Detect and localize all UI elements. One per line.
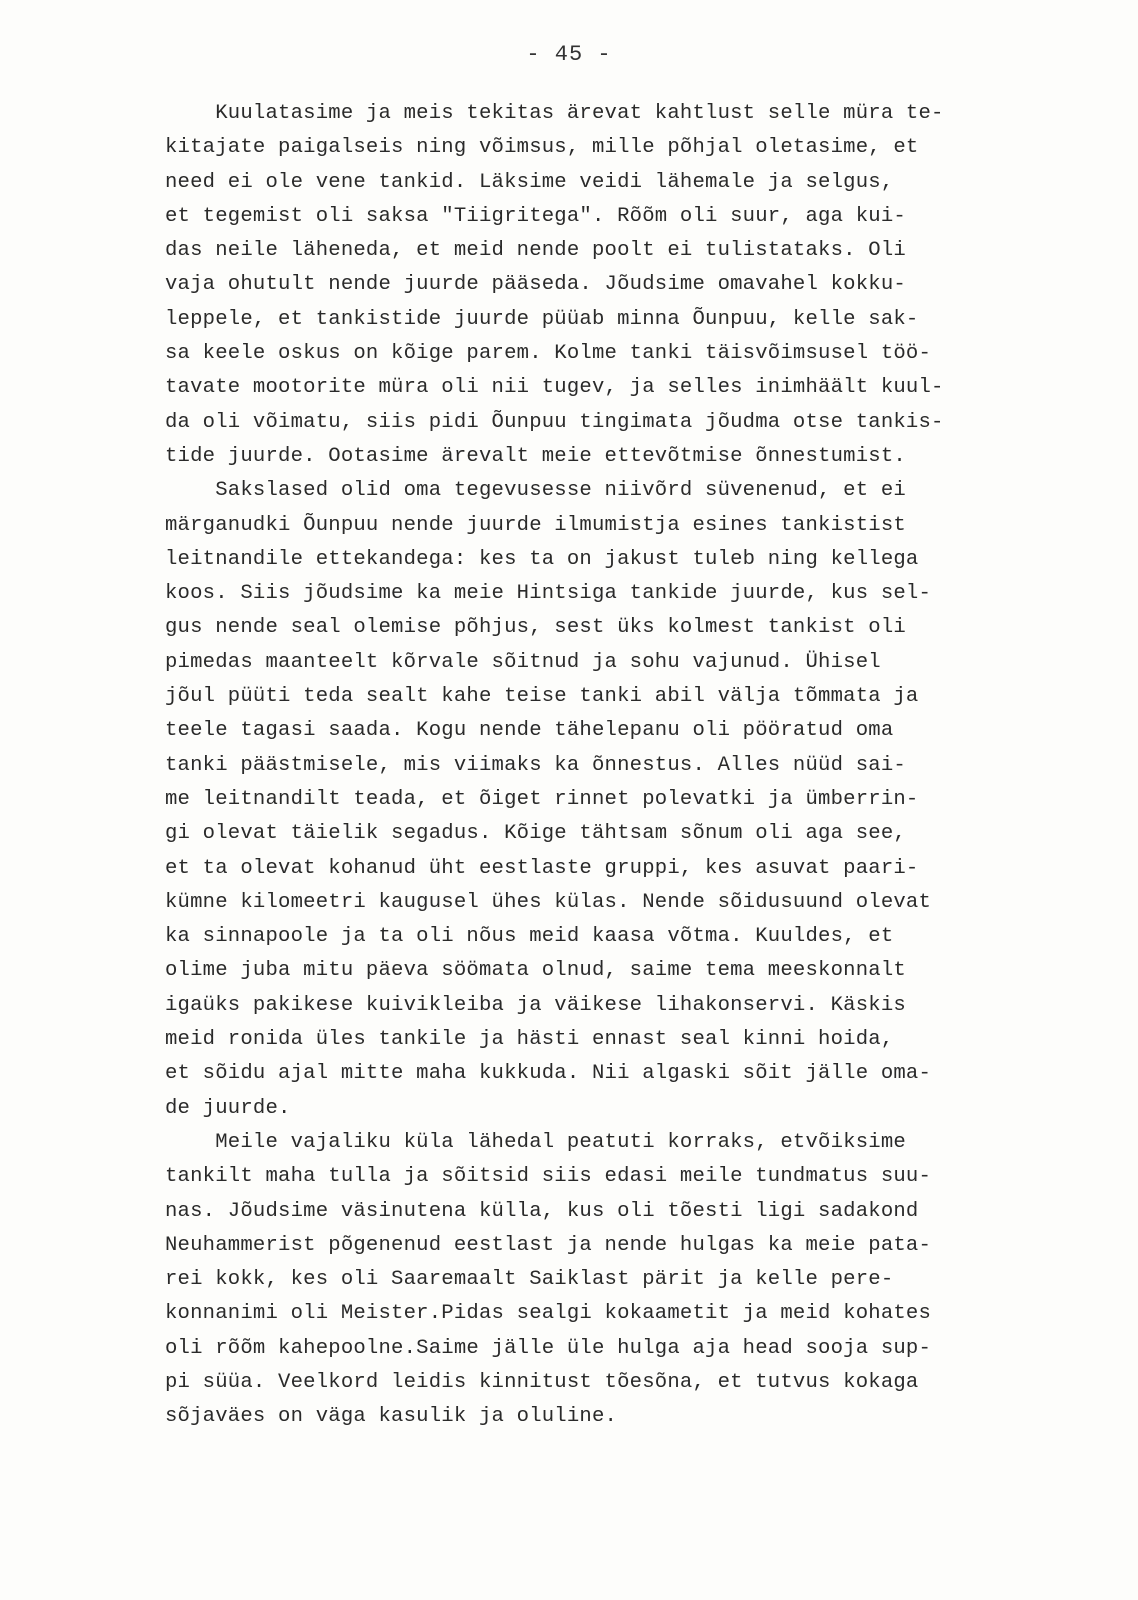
- text-line: nas. Jõudsime väsinutena külla, kus oli tõesti ligi sadakond: [165, 1199, 919, 1223]
- text-line: Neuhammerist põgenenud eestlast ja nende hulgas ka meie pata-: [165, 1233, 932, 1257]
- page-number: - 45 -: [526, 42, 612, 67]
- text-line: sõjaväes on väga kasulik ja oluline.: [165, 1405, 618, 1429]
- text-line: pi süüa. Veelkord leidis kinnitust tõesõna, et tutvus kokaga: [165, 1370, 919, 1394]
- text-line: tavate mootorite müra oli nii tugev, ja selles inimhäält kuul-: [165, 376, 944, 400]
- text-line: tankilt maha tulla ja sõitsid siis edasi meile tundmatus suu-: [165, 1165, 932, 1189]
- text-line: Sakslased olid oma tegevusesse niivõrd süvenenud, et ei: [165, 479, 906, 503]
- text-line: sa keele oskus on kõige parem. Kolme tanki täisvõimsusel töö-: [165, 342, 932, 366]
- text-line: teele tagasi saada. Kogu nende tähelepanu oli pööratud oma: [165, 719, 894, 743]
- text-line: igaüks pakikese kuivikleiba ja väikese lihakonservi. Käskis: [165, 993, 906, 1017]
- text-line: me leitnandilt teada, et õiget rinnet polevatki ja ümberrin-: [165, 787, 919, 811]
- text-line: need ei ole vene tankid. Läksime veidi lähemale ja selgus,: [165, 170, 894, 194]
- text-line: kümne kilomeetri kaugusel ühes külas. Nende sõidusuund olevat: [165, 890, 932, 914]
- text-line: oli rõõm kahepoolne.Saime jälle üle hulga aja head sooja sup-: [165, 1336, 932, 1360]
- text-line: rei kokk, kes oli Saaremaalt Saiklast pärit ja kelle pere-: [165, 1268, 894, 1292]
- text-line: gus nende seal olemise põhjus, sest üks kolmest tankist oli: [165, 616, 906, 640]
- text-line: gi olevat täielik segadus. Kõige tähtsam sõnum oli aga see,: [165, 822, 906, 846]
- text-line: Kuulatasime ja meis tekitas ärevat kahtlust selle müra te-: [165, 102, 944, 125]
- text-line: ka sinnapoole ja ta oli nõus meid kaasa võtma. Kuuldes, et: [165, 925, 894, 949]
- text-line: et tegemist oli saksa "Tiigritega". Rõõm oli suur, aga kui-: [165, 204, 906, 228]
- text-line: koos. Siis jõudsime ka meie Hintsiga tankide juurde, kus sel-: [165, 582, 932, 606]
- text-line: jõul püüti teda sealt kahe teise tanki abil välja tõmmata ja: [165, 685, 919, 709]
- body-text: [165, 97, 1045, 1435]
- text-line: pimedas maanteelt kõrvale sõitnud ja sohu vajunud. Ühisel: [165, 650, 881, 674]
- text-line: de juurde.: [165, 1096, 291, 1120]
- text-line: das neile läheneda, et meid nende poolt ei tulistataks. Oli: [165, 239, 906, 263]
- text-line: kitajate paigalseis ning võimsus, mille põhjal oletasime, et: [165, 136, 919, 160]
- text-line: da oli võimatu, siis pidi Õunpuu tingimata jõudma otse tankis-: [165, 410, 944, 434]
- text-line: vaja ohutult nende juurde pääseda. Jõudsime omavahel kokku-: [165, 273, 906, 297]
- text-line: olime juba mitu päeva söömata olnud, saime tema meeskonnalt: [165, 959, 906, 983]
- text-line: konnanimi oli Meister.Pidas sealgi kokaametit ja meid kohates: [165, 1302, 932, 1326]
- text-line: et ta olevat kohanud üht eestlaste gruppi, kes asuvat paari-: [165, 856, 919, 880]
- text-line: märganudki Õunpuu nende juurde ilmumistja esines tankistist: [165, 513, 906, 537]
- text-line: tide juurde. Ootasime ärevalt meie ettevõtmise õnnestumist.: [165, 444, 906, 468]
- text-line: leitnandile ettekandega: kes ta on jakust tuleb ning kellega: [165, 547, 919, 571]
- text-line: meid ronida üles tankile ja hästi ennast seal kinni hoida,: [165, 1028, 894, 1052]
- text-line: Meile vajaliku küla lähedal peatuti korraks, etvõiksime: [165, 1130, 906, 1154]
- text-line: leppele, et tankistide juurde püüab minna Õunpuu, kelle sak-: [165, 307, 919, 331]
- text-line: tanki päästmisele, mis viimaks ka õnnestus. Alles nüüd sai-: [165, 753, 906, 777]
- text-line: et sõidu ajal mitte maha kukkuda. Nii algaski sõit jälle oma-: [165, 1062, 932, 1086]
